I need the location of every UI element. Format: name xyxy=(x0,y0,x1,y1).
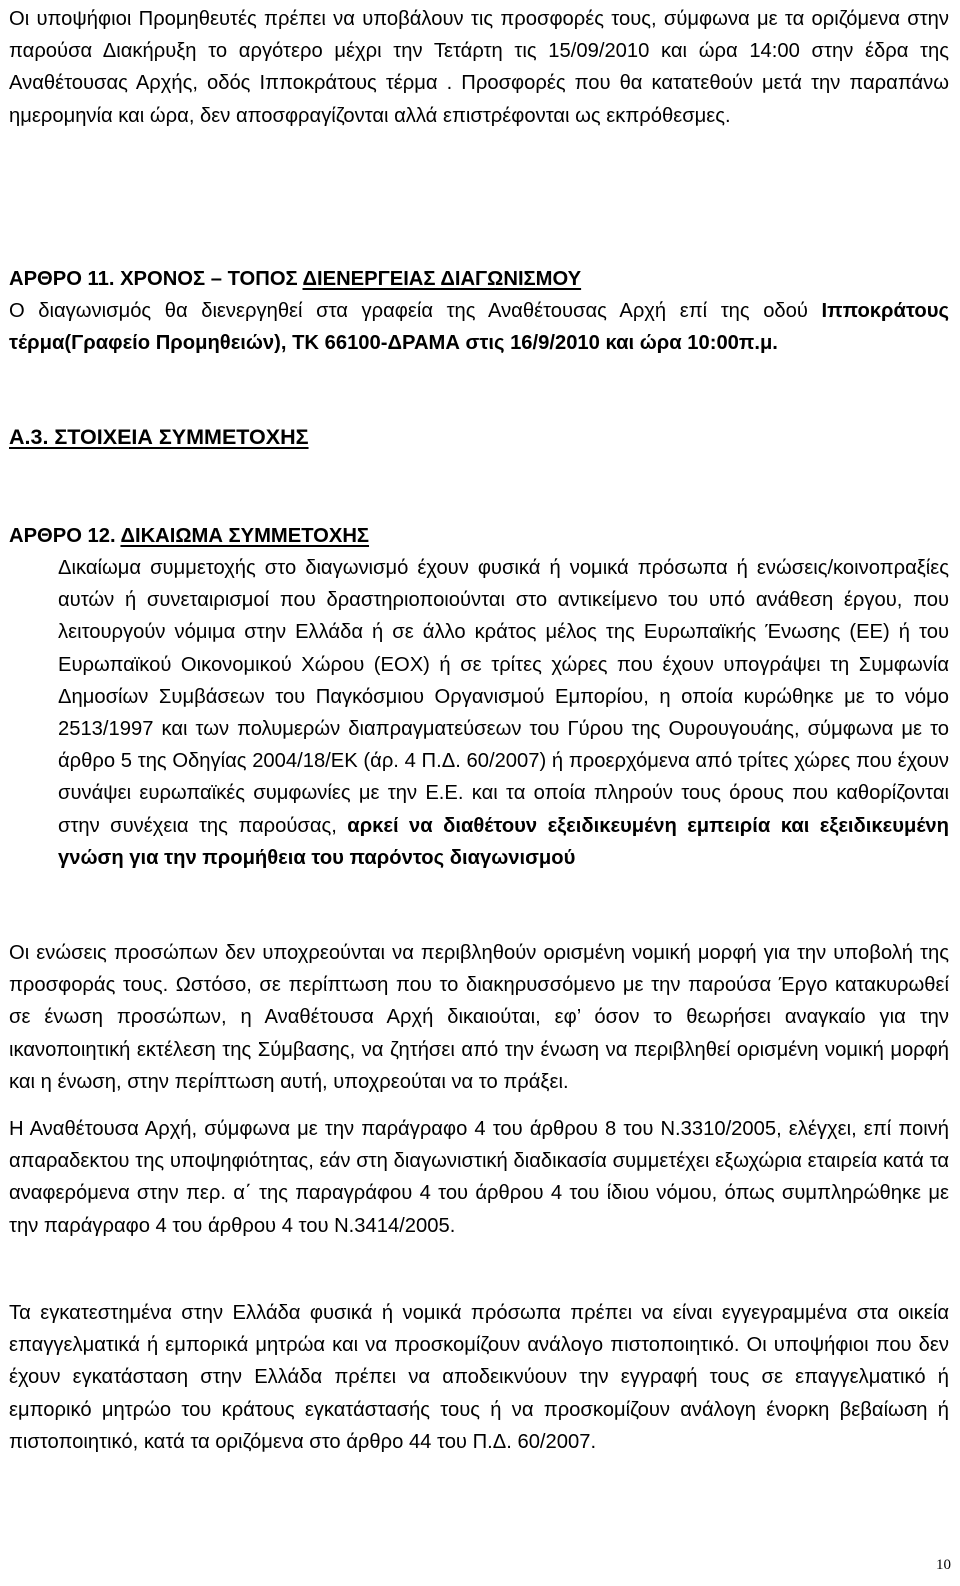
article-12-body-plain: Δικαίωμα συμμετοχής στο διαγωνισμό έχουν φυσικά ή νομικά πρόσωπα ή ενώσεις/κοινοπραξίες αυτών ή συνεταιρισμοί που δραστηριοποιούνται στο αντικείμενο του υπό ανάθεση έργου, που λειτουργούν νόμιμα στην Ελλάδα ή σε άλλο κράτος μέλος της Ευρωπαϊκής Ένωσης (ΕΕ) ή του Ευρωπαϊκού Οικονομικού Χώρου (ΕΟΧ) ή σε τρίτες χώρες που έχουν υπογράψει τη Συμφωνία Δημοσίων Συμβάσεων του Παγκόσμιου Οργανισμού Εμπορίου, η οποία κυρώθηκε με το νόμο 2513/1997 και των πολυμερών διαπραγματεύσεων του Γύρου της Ουρουγουάης, σύμφωνα με το άρθρο 5 της Οδηγίας 2004/18/ΕΚ (άρ. 4 Π.Δ. 60/2007) ή προερχόμενα από τρίτες χώρες που έχουν συνάψει ευρωπαϊκές συμφωνίες με την Ε.Ε. και τα οποία πληρούν τους όρους που καθορίζονται στην συνέχεια της παρούσας, xyxy=(58,557,949,837)
registration-paragraph: Τα εγκατεστημένα στην Ελλάδα φυσικά ή νομικά πρόσωπα πρέπει να είναι εγγεγραμμένα στα οικεία επαγγελματικά ή εμπορικά μητρώα και να προσκομίζουν ανάλογο πιστοποιητικό. Οι υποψήφιοι που δεν έχουν εγκατάσταση στην Ελλάδα πρέπει να αποδεικνύουν την εγγραφή τους σε επαγγελματικό ή εμπορικό μητρώο του κράτους εγκατάστασής τους ή να προσκομίζουν ανάλογη ένορκη βεβαίωση ή πιστοποιητικό, κατά τα οριζόμενα στο άρθρο 44 του Π.Δ. 60/2007. xyxy=(9,1302,949,1453)
deadline-text: Οι υποψήφιοι Προμηθευτές πρέπει να υποβάλουν τις προσφορές τους, σύμφωνα με τα οριζόμενα στην παρούσα Διακήρυξη το αργότερο μέχρι την Τετάρτη τις 15/09/2010 και ώρα 14:00 στην έδρα της Αναθέτουσας Αρχής, οδός Ιπποκράτους τέρμα . xyxy=(9,8,949,95)
article-11-number: ΑΡΘΡΟ 11. xyxy=(9,268,115,290)
exclusion-paragraph: Η Αναθέτουσα Αρχή, σύμφωνα με την παράγραφο 4 του άρθρου 8 του Ν.3310/2005, ελέγχει, επί ποινή απαραδεκτου της υποψηφιότητας, εάν στη διαγωνιστική διαδικασία συμμετέχει εξωχώρια εταιρεία κατά τα αναφερόμενα στην περ. α΄ της παραγράφου 4 του άρθρου 4 του ίδιου νόμου, όπως συμπληρώθηκε με την παράγραφο 4 του άρθρου 4 του Ν.3414/2005. xyxy=(9,1118,949,1237)
article-12-body-bold: αρκεί να διαθέτουν εξειδικευμένη εμπειρία και εξειδικευμένη γνώση για την προμήθεια του παρόντος διαγωνισμού xyxy=(58,814,949,869)
article-11-body-plain: Ο διαγωνισμός θα διενεργηθεί στα γραφεία της Αναθέτουσας Αρχή επί της οδού xyxy=(9,300,822,322)
article-11-heading xyxy=(9,263,581,295)
deadline-paragraph xyxy=(9,3,949,132)
article-12-title: ΔΙΚΑΙΩΜΑ ΣΥΜΜΕΤΟΧΗΣ xyxy=(120,525,370,547)
page-number: 10 xyxy=(936,1557,951,1573)
article-12-number: ΑΡΘΡΟ 12. xyxy=(9,525,116,547)
late-offers-text: Προσφορές που θα κατατεθούν μετά την παραπάνω ημερομηνία και ώρα, δεν αποσφραγίζονται αλλά επιστρέφονται ως εκπρόθεσμες. xyxy=(9,72,949,127)
article-11-body-bold: Ιπποκράτους τέρμα(Γραφείο Προμηθειών), ΤΚ 66100-ΔΡΑΜΑ στις 16/9/2010 και ώρα 10:00π.μ. xyxy=(9,300,949,355)
unions-paragraph: Οι ενώσεις προσώπων δεν υποχρεούνται να περιβληθούν ορισμένη νομική μορφή για την υποβολή της προσφοράς τους. Ωστόσο, σε περίπτωση που το διακηρυσσόμενο με την παρούσα Έργο κατακυρωθεί σε ένωση προσώπων, η Αναθέτουσα Αρχή δικαιούται, εφ’ όσον το θεωρήσει αναγκαίο για την ικανοποιητική εκτέλεση της Σύμβασης, να ζητήσει από την ένωση να περιβληθεί ορισμένη νομική μορφή και η ένωση, στην περίπτωση αυτή, υποχρεούται να το πράξει. xyxy=(9,942,949,1093)
article-12-heading xyxy=(9,520,369,552)
article-11-body xyxy=(9,295,949,359)
article-11-title-part2: ΔΙΕΝΕΡΓΕΙΑΣ ΔΙΑΓΩΝΙΣΜΟΥ xyxy=(302,268,582,290)
article-12-body xyxy=(58,552,949,874)
article-11-title-part1: ΧΡΟΝΟΣ – ΤΟΠΟΣ xyxy=(120,268,303,290)
section-a3-title: Α.3. ΣΤΟΙΧΕΙΑ ΣΥΜΜΕΤΟΧΗΣ xyxy=(9,425,309,449)
